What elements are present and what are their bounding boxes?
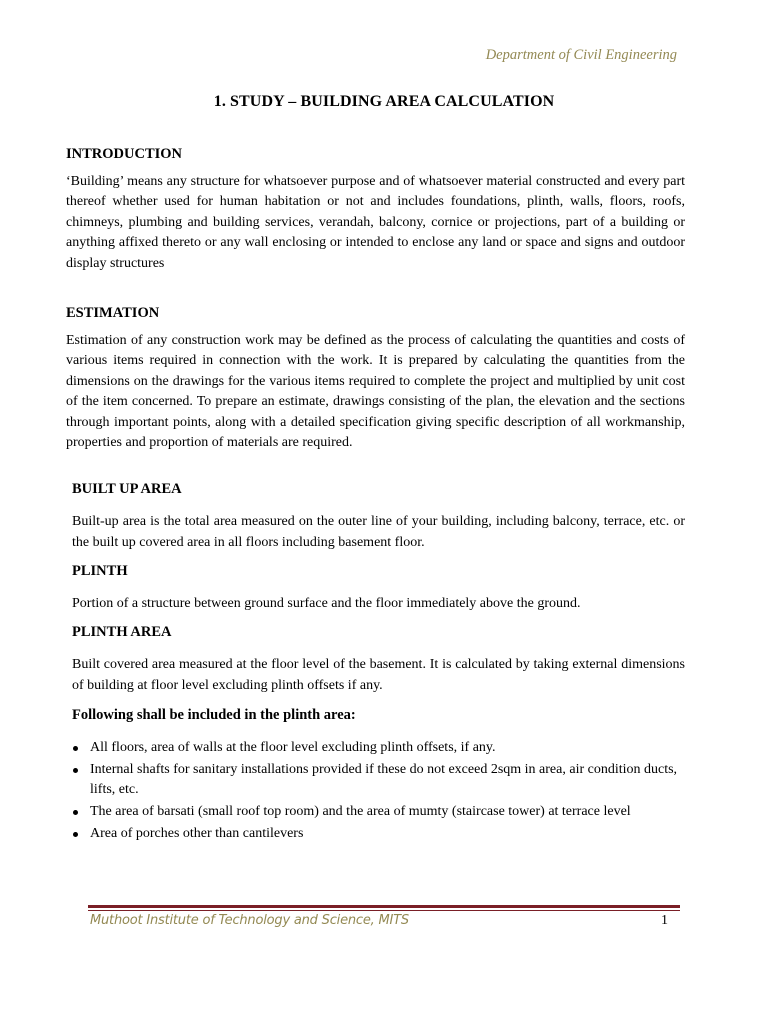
bullet-icon xyxy=(73,810,78,815)
document-title: 1. STUDY – BUILDING AREA CALCULATION xyxy=(213,93,555,110)
list-item-text: All floors, area of walls at the floor level excluding plinth offsets, if any. xyxy=(90,740,496,755)
plinth-area-heading: PLINTH AREA xyxy=(72,624,172,640)
bullet-icon xyxy=(73,768,78,773)
footer-divider-thick xyxy=(88,905,680,908)
list-item-text: Area of porches other than cantilevers xyxy=(90,826,304,841)
page-number: 1 xyxy=(661,913,668,928)
list-item xyxy=(72,738,687,758)
footer-divider-thin xyxy=(88,910,680,911)
list-item xyxy=(72,760,687,800)
list-item xyxy=(72,802,687,822)
list-item xyxy=(72,824,687,844)
introduction-heading: INTRODUCTION xyxy=(66,146,183,162)
plinth-heading: PLINTH xyxy=(72,563,128,579)
plinth-area-included-heading: Following shall be included in the plinth area: xyxy=(72,707,356,723)
estimation-heading: ESTIMATION xyxy=(66,305,160,321)
introduction-paragraph: ‘Building’ means any structure for whatsoever purpose and of whatsoever material constructed and every part thereof whether used for human habitation or not and includes foundations, plinth, walls, floors, roofs, chimneys, plumbing and building services, verandah, balcony, cornice or projections, part of a building or anything affixed thereto or any wall enclosing or intended to enclose any land or space and signs and outdoor display structures xyxy=(66,174,685,271)
footer-institute-name: Muthoot Institute of Technology and Science, MITS xyxy=(90,913,409,928)
plinth-area-included-list xyxy=(72,738,687,846)
list-item-text: Internal shafts for sanitary installations provided if these do not exceed 2sqm in area, air condition ducts, lifts, etc. xyxy=(90,762,678,797)
plinth-paragraph: Portion of a structure between ground surface and the floor immediately above the ground. xyxy=(72,596,581,611)
department-name: Department of Civil Engineering xyxy=(485,47,677,63)
bullet-icon xyxy=(73,746,78,751)
bullet-icon xyxy=(73,832,78,837)
built-up-area-heading: BUILT UP AREA xyxy=(72,481,182,497)
estimation-paragraph: Estimation of any construction work may be defined as the process of calculating the quantities and costs of various items required in connection with the work. It is prepared by calculating the quantities from the dimensions on the drawings for the various items required to complete the project and multiplied by unit cost of the item concerned. To prepare an estimate, drawings consisting of the plan, the elevation and the sections through important points, along with a detailed specification giving specific description of all workmanship, properties and proportion of materials are required. xyxy=(66,333,685,451)
plinth-area-paragraph: Built covered area measured at the floor level of the basement. It is calculated by taking external dimensions of building at floor level excluding plinth offsets if any. xyxy=(72,657,685,693)
list-item-text: The area of barsati (small roof top room) and the area of mumty (staircase tower) at terrace level xyxy=(90,804,631,819)
built-up-area-paragraph: Built-up area is the total area measured on the outer line of your building, including balcony, terrace, etc. or the built up covered area in all floors including basement floor. xyxy=(72,514,685,550)
